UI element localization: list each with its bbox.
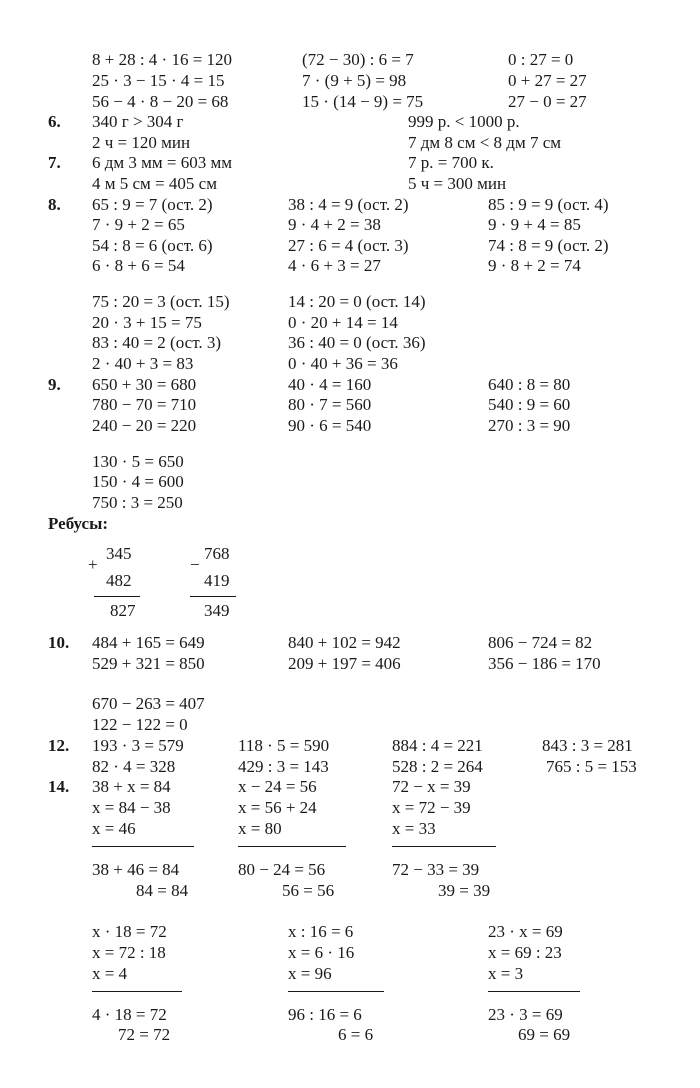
check-line: 56 = 56: [282, 881, 335, 900]
eq: 650 + 30 = 680: [92, 375, 197, 394]
check-divider: [238, 846, 346, 847]
eq: 528 : 2 = 264: [392, 757, 483, 776]
eq: 14 : 20 = 0 (ост. 14): [288, 292, 426, 311]
rebus-result: 827: [110, 601, 136, 620]
eq: 7 · (9 + 5) = 98: [302, 71, 407, 90]
eq: 640 : 8 = 80: [488, 375, 571, 394]
eq: 27 : 6 = 4 (ост. 3): [288, 236, 409, 255]
check-divider: [488, 991, 580, 992]
eq: 20 · 3 + 15 = 75: [92, 313, 202, 332]
eq: 356 − 186 = 170: [488, 654, 601, 673]
eq: 6 дм 3 мм = 603 мм: [92, 153, 233, 172]
equation-line: x = 56 + 24: [238, 798, 317, 817]
eq: 150 · 4 = 600: [92, 472, 184, 491]
equation-line: x = 3: [488, 964, 524, 983]
eq: 5 ч = 300 мин: [408, 174, 507, 193]
eq: 7 дм 8 см < 8 дм 7 см: [408, 133, 562, 152]
eq: 840 + 102 = 942: [288, 633, 401, 652]
eq: 9 · 8 + 2 = 74: [488, 256, 581, 275]
eq: 529 + 321 = 850: [92, 654, 205, 673]
eq: 75 : 20 = 3 (ост. 15): [92, 292, 230, 311]
equation-line: 23 · x = 69: [488, 922, 563, 941]
equation-line: x = 46: [92, 819, 136, 838]
equation-line: x = 72 − 39: [392, 798, 471, 817]
check-divider: [288, 991, 384, 992]
check-divider: [92, 991, 182, 992]
rebus-operand: 419: [204, 571, 230, 590]
equation-line: x · 18 = 72: [92, 922, 167, 941]
eq: 27 − 0 = 27: [508, 92, 587, 111]
eq: 9 · 4 + 2 = 38: [288, 215, 381, 234]
eq: 8 + 28 : 4 · 16 = 120: [92, 50, 233, 69]
equation-line: x = 4: [92, 964, 128, 983]
equation-line: 72 − x = 39: [392, 777, 471, 796]
eq: 6 · 8 + 6 = 54: [92, 256, 185, 275]
equation-line: x − 24 = 56: [238, 777, 317, 796]
eq: 884 : 4 = 221: [392, 736, 483, 755]
task-number: 8.: [48, 195, 61, 214]
check-line: 38 + 46 = 84: [92, 860, 180, 879]
eq: 38 : 4 = 9 (ост. 2): [288, 195, 409, 214]
eq: 0 + 27 = 27: [508, 71, 587, 90]
eq: 765 : 5 = 153: [546, 757, 637, 776]
equation-line: x = 69 : 23: [488, 943, 562, 962]
sum-line: [94, 596, 140, 597]
plus-sign: +: [88, 555, 98, 574]
eq: 56 − 4 · 8 − 20 = 68: [92, 92, 229, 111]
task-number: 12.: [48, 736, 70, 755]
eq: 36 : 40 = 0 (ост. 36): [288, 333, 426, 352]
eq: 4 м 5 см = 405 см: [92, 174, 217, 193]
task-number: 9.: [48, 375, 61, 394]
eq: 484 + 165 = 649: [92, 633, 205, 652]
check-line: 80 − 24 = 56: [238, 860, 326, 879]
eq: 193 · 3 = 579: [92, 736, 184, 755]
eq: 74 : 8 = 9 (ост. 2): [488, 236, 609, 255]
eq: 118 · 5 = 590: [238, 736, 330, 755]
task-number: 6.: [48, 112, 61, 131]
equation-line: x = 96: [288, 964, 332, 983]
minus-sign: −: [190, 555, 200, 574]
eq: 90 · 6 = 540: [288, 416, 372, 435]
equation-line: x = 72 : 18: [92, 943, 166, 962]
check-divider: [92, 846, 194, 847]
eq: 806 − 724 = 82: [488, 633, 593, 652]
eq: 7 р. = 700 к.: [408, 153, 494, 172]
rebus-operand: 345: [106, 544, 132, 563]
eq: 80 · 7 = 560: [288, 395, 372, 414]
eq: 843 : 3 = 281: [542, 736, 633, 755]
eq: 670 − 263 = 407: [92, 694, 205, 713]
eq: 130 · 5 = 650: [92, 452, 184, 471]
eq: 999 р. < 1000 р.: [408, 112, 520, 131]
check-divider: [392, 846, 496, 847]
task-number: 14.: [48, 777, 70, 796]
eq: 65 : 9 = 7 (ост. 2): [92, 195, 213, 214]
eq: 2 · 40 + 3 = 83: [92, 354, 194, 373]
check-line: 6 = 6: [338, 1025, 374, 1044]
eq: 2 ч = 120 мин: [92, 133, 191, 152]
difference-line: [190, 596, 236, 597]
eq: 82 · 4 = 328: [92, 757, 176, 776]
rebus-operand: 768: [204, 544, 230, 563]
check-line: 4 · 18 = 72: [92, 1005, 167, 1024]
eq: 15 · (14 − 9) = 75: [302, 92, 424, 111]
eq: 4 · 6 + 3 = 27: [288, 256, 381, 275]
eq: 780 − 70 = 710: [92, 395, 197, 414]
check-line: 39 = 39: [438, 881, 491, 900]
equation-line: x : 16 = 6: [288, 922, 354, 941]
task-number: 7.: [48, 153, 61, 172]
rebus-result: 349: [204, 601, 230, 620]
check-line: 23 · 3 = 69: [488, 1005, 563, 1024]
eq: 270 : 3 = 90: [488, 416, 571, 435]
eq: 429 : 3 = 143: [238, 757, 329, 776]
eq: 0 : 27 = 0: [508, 50, 574, 69]
eq: 25 · 3 − 15 · 4 = 15: [92, 71, 225, 90]
eq: 0 · 20 + 14 = 14: [288, 313, 398, 332]
eq: 7 · 9 + 2 = 65: [92, 215, 185, 234]
eq: 40 · 4 = 160: [288, 375, 372, 394]
eq: 9 · 9 + 4 = 85: [488, 215, 581, 234]
equation-line: 38 + x = 84: [92, 777, 171, 796]
check-line: 72 − 33 = 39: [392, 860, 480, 879]
check-line: 72 = 72: [118, 1025, 171, 1044]
rebus-operand: 482: [106, 571, 132, 590]
section-heading: Ребусы:: [48, 514, 109, 533]
eq: 54 : 8 = 6 (ост. 6): [92, 236, 213, 255]
equation-line: x = 6 · 16: [288, 943, 355, 962]
eq: 209 + 197 = 406: [288, 654, 401, 673]
check-line: 69 = 69: [518, 1025, 571, 1044]
equation-line: x = 33: [392, 819, 436, 838]
eq: 750 : 3 = 250: [92, 493, 183, 512]
eq: (72 − 30) : 6 = 7: [302, 50, 414, 69]
equation-line: x = 84 − 38: [92, 798, 171, 817]
check-line: 96 : 16 = 6: [288, 1005, 362, 1024]
eq: 240 − 20 = 220: [92, 416, 197, 435]
eq: 340 г > 304 г: [92, 112, 184, 131]
eq: 83 : 40 = 2 (ост. 3): [92, 333, 222, 352]
equation-line: x = 80: [238, 819, 282, 838]
eq: 0 · 40 + 36 = 36: [288, 354, 398, 373]
eq: 85 : 9 = 9 (ост. 4): [488, 195, 609, 214]
eq: 122 − 122 = 0: [92, 715, 188, 734]
check-line: 84 = 84: [136, 881, 189, 900]
eq: 540 : 9 = 60: [488, 395, 571, 414]
task-number: 10.: [48, 633, 70, 652]
